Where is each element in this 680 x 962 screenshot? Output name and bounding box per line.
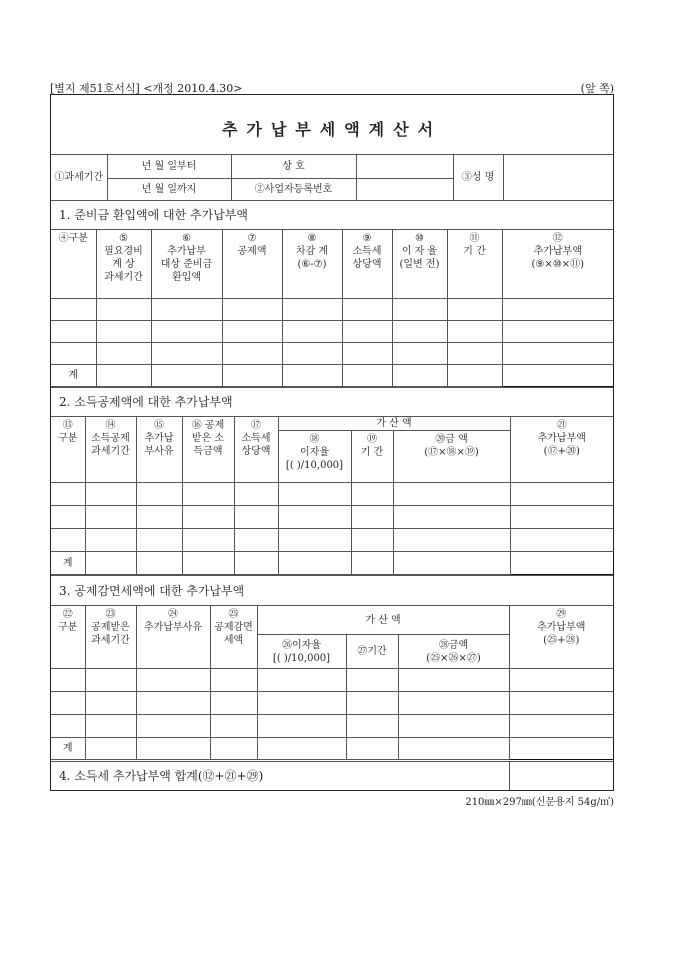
s3-total-value[interactable] bbox=[509, 738, 613, 760]
name-label: ③성 명 bbox=[453, 155, 503, 201]
s1-h12: ⑫ 추가납부액 (⑨×⑩×⑪) bbox=[502, 230, 613, 299]
s3-h22: ㉒ 구분 bbox=[51, 606, 85, 669]
grand-total-value[interactable] bbox=[509, 762, 613, 791]
table-row bbox=[51, 669, 613, 692]
s3-h26: ㉖이자율 [( )/10,000] bbox=[257, 635, 346, 669]
period-from: 년 월 일부터 bbox=[107, 155, 231, 179]
form-title: 추가납부세액계산서 bbox=[221, 120, 443, 139]
s1-h7: ⑦ 공제액 bbox=[222, 230, 282, 299]
paper-spec: 210㎜×297㎜(신문용지 54g/㎡) bbox=[465, 797, 614, 808]
company-label: 상 호 bbox=[231, 155, 356, 179]
s1-total-value[interactable] bbox=[502, 365, 613, 387]
s2-h16: ⑯ 공제 받은 소 득금액 bbox=[182, 417, 234, 483]
bizno-value[interactable] bbox=[356, 179, 453, 201]
s3-h28: ㉘금액 (㉕×㉖×㉗) bbox=[398, 635, 509, 669]
section3-title: 3. 공제감면세액에 대한 추가납부액 bbox=[51, 575, 613, 605]
section4-title: 4. 소득세 추가납부액 합계(⑫+㉑+㉙) bbox=[51, 762, 509, 791]
s2-h13: ⑬ 구분 bbox=[51, 417, 85, 483]
s2-h17: ⑰ 소득세 상당액 bbox=[234, 417, 278, 483]
info-table bbox=[51, 154, 613, 201]
s1-h4: ④구분 bbox=[51, 230, 96, 299]
s2-total-value[interactable] bbox=[510, 552, 613, 575]
s2-total: 계 bbox=[51, 552, 85, 575]
section2-title: 2. 소득공제액에 대한 추가납부액 bbox=[51, 387, 613, 416]
table-row bbox=[51, 506, 613, 529]
section1-title: 1. 준비금 환입액에 대한 추가납부액 bbox=[51, 200, 613, 229]
s3-total: 계 bbox=[51, 738, 85, 760]
s2-h14: ⑭ 소득공제 과세기간 bbox=[85, 417, 136, 483]
name-value[interactable] bbox=[503, 155, 613, 201]
s1-h11: ⑪ 기 간 bbox=[447, 230, 502, 299]
bizno-label: ②사업자등록번호 bbox=[231, 179, 356, 201]
s2-h20: ⑳금 액 (⑰×⑱×⑲) bbox=[393, 431, 510, 483]
period-to: 년 월 일까지 bbox=[107, 179, 231, 201]
table-row bbox=[51, 483, 613, 506]
table-row bbox=[51, 715, 613, 738]
s1-h9: ⑨ 소득세 상당액 bbox=[342, 230, 392, 299]
company-value[interactable] bbox=[356, 155, 453, 179]
s1-total: 계 bbox=[51, 365, 96, 387]
s1-h10: ⑩ 이 자 율 (일변 전) bbox=[392, 230, 447, 299]
s3-h29: ㉙ 추가납부액 (㉕+㉘) bbox=[509, 606, 613, 669]
s1-h6: ⑥ 추가납부 대상 준비금 환입액 bbox=[151, 230, 222, 299]
table-row bbox=[51, 692, 613, 715]
s1-h5: ⑤ 필요경비 계 상 과세기간 bbox=[96, 230, 151, 299]
form-number: [별지 제51호서식] <개정 2010.4.30> bbox=[50, 82, 243, 95]
section3-table bbox=[51, 605, 614, 760]
table-row bbox=[51, 321, 613, 343]
section1-table bbox=[51, 229, 614, 387]
s2-h18: ⑱ 이자율 [( )/10,000] bbox=[278, 431, 351, 483]
s3-h25: ㉕ 공제감면 세액 bbox=[210, 606, 257, 669]
s3-h24: ㉔ 추가납부사유 bbox=[136, 606, 210, 669]
s2-h15: ⑮ 추가납 부사유 bbox=[136, 417, 182, 483]
section2-table bbox=[51, 416, 614, 575]
s2-h21: ㉑ 추가납부액 (⑰+⑳) bbox=[510, 417, 613, 483]
table-row bbox=[51, 299, 613, 321]
s3-h23: ㉓ 공제받은 과세기간 bbox=[85, 606, 136, 669]
section4-table bbox=[51, 761, 613, 791]
s2-add: 가 산 액 bbox=[278, 417, 510, 431]
s3-h27: ㉗기간 bbox=[346, 635, 398, 669]
table-row bbox=[51, 529, 613, 552]
s3-add: 가 산 액 bbox=[257, 606, 509, 635]
period-label: ①과세기간 bbox=[51, 155, 107, 201]
s2-h19: ⑲ 기 간 bbox=[351, 431, 393, 483]
form-frame bbox=[50, 94, 614, 791]
table-row bbox=[51, 343, 613, 365]
s1-h8: ⑧ 차감 계 (⑥-⑦) bbox=[282, 230, 342, 299]
page-side: (앞 쪽) bbox=[580, 82, 614, 95]
